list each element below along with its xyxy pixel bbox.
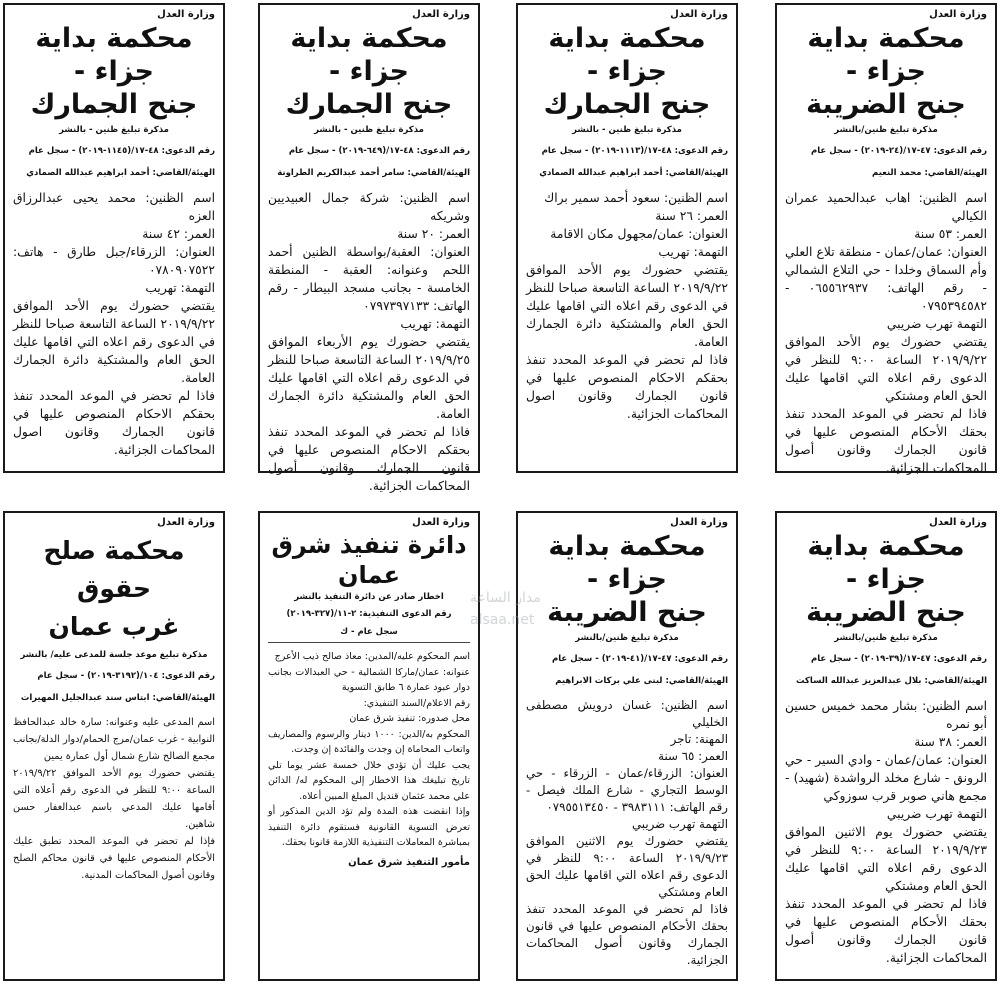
notice-body: اسم الظنين: سعود أحمد سمير براك العمر: ٢٦ سنة العنوان: عمان/مجهول مكان الاقامة التهمة: تهريب يقتضي حضورك يوم الأحد الموافق ٢٠١٩/٩/٢٢ الساعة التاسعة صباحا للنظر في الدعوى رقم اعلاه التي اقامها عليك الحق العام والمشتكية دائرة الجمارك العامة. فاذا لم تحضر في الموعد المحدد تنفذ بحقكم الاحكام المنصوص عليها في قانون الجمارك وقانون اصول المحاكمات الجزائية.	[526, 191, 728, 421]
court-title: محكمة بداية جزاء - جنح الجمارك	[543, 23, 711, 120]
judge: الهيئة/القاضي: سامر أحمد عبدالكريم الطراونة	[277, 168, 470, 178]
notice-subtitle: مذكرة تبليغ ظنين - بالنشر	[314, 125, 424, 135]
case-number: رقم الدعوى: ٤٧-١٧/(٤١-٢٠١٩) - سجل عام	[552, 654, 728, 664]
notice-tax-evasion-3	[516, 511, 738, 981]
case-number: رقم الدعوى: ٤٧-١٧/(٢٤-٢٠١٩) - سجل عام	[811, 146, 987, 156]
notice-subtitle: مذكرة تبليغ ظنين - بالنشر	[59, 125, 169, 135]
notice-execution-east-amman	[258, 511, 480, 981]
notice-body: اسم الظنين: بشار محمد خميس حسين أبو نمره العمر: ٣٨ سنة العنوان: عمان/عمان - وادي السير - حي الرونق - شارع مخلد الرواشدة (شهيد) - مجمع هاني صوبر قرب سوزوكي التهمة تهرب ضريبي يقتضي حضورك يوم الاثنين الموافق ٢٠١٩/٩/٢٣ الساعة ٩:٠٠ للنظر في الدعوى رقم اعلاه التي اقامها عليك الحق العام ومشتكي فاذا لم تحضر في الموعد المحدد تنفذ بحقك الأحكام المنصوص عليها في قانون الجمارك وقانون أصول المحاكمات الجزائية.	[785, 699, 987, 965]
court-title: محكمة صلح حقوق غرب عمان	[43, 536, 185, 641]
court-title: دائرة تنفيذ شرق عمان	[271, 531, 467, 589]
notice-tax-evasion-1	[775, 3, 997, 473]
ministry-label: وزارة العدل	[670, 9, 728, 20]
judge: الهيئة/القاضي: ابتاس سند عبدالجليل المهيرات	[20, 693, 215, 703]
notice-body: اسم الظنين: محمد يحيى عبدالرزاق العزه العمر: ٤٢ سنة العنوان: الزرقاء/جبل طارق - هاتف: ٠٧٨٠٩٠٧٥٢٢ التهمة: تهريب يقتضي حضورك يوم الأحد الموافق ٢٠١٩/٩/٢٢ الساعة التاسعة صباحا للنظر في الدعوى رقم اعلاه التي اقامها عليك الحق العام والمشتكية دائرة الجمارك العامة. فاذا لم تحضر في الموعد المحدد تنفذ بحقكم الاحكام المنصوص عليها في قانون الجمارك وقانون اصول المحاكمات الجزائية.	[13, 191, 215, 457]
case-number: رقم الدعوى: ٤٨-١٧/(٦٤٩-٢٠١٩) - سجل عام	[288, 146, 470, 156]
divider	[268, 642, 470, 643]
notice-subtitle: مذكرة تبليغ ظنين/بالنشر	[575, 633, 679, 643]
notice-subtitle: مذكرة تبليغ ظنين/بالنشر	[834, 125, 938, 135]
judge: الهيئة/القاضي: محمد النعيم	[872, 168, 987, 178]
notice-body: اسم المحكوم عليه/المدين: معاذ صالح ذيب الأعرج عنوانه: عمان/ماركا الشمالية - حي العبدالات بجانب دوار عبود عمارة ٦ طابق التسوية رقم الاعلام/السند التنفيذي: محل صدوره: تنفيذ شرق عمان المحكوم به/الدين: ١٠٠٠ دينار والرسوم والمصاريف واتعاب المحاماة إن وجدت والفائدة إن وجدت. يجب عليك أن تؤدي خلال خمسة عشر يوما تلي تاريخ تبليغك هذا الاخطار إلى المحكوم له/ الدائن علي محمد عثمان قنديل المبلغ المبين أعلاه. وإذا انقضت هذه المدة ولم تؤد الدين المذكور أو تعرض التسوية القانونية فستقوم دائرة التنفيذ بمباشرة المعاملات التنفيذية اللازمة قانونا بحقك.	[268, 651, 470, 848]
ministry-label: وزارة العدل	[157, 517, 215, 528]
ministry-label: وزارة العدل	[412, 517, 470, 528]
court-title: محكمة بداية جزاء - جنح الضريبة	[547, 531, 707, 628]
notice-tax-evasion-2	[775, 511, 997, 981]
ministry-label: وزارة العدل	[929, 517, 987, 528]
notice-body: اسم الظنين: شركة جمال العبيديين وشريكه العمر: ٢٠ سنة العنوان: العقبة/بواسطة الظنين أحمد اللحم وعنوانه: العقبة - المنطقة الخامسة - بجانب مسجد البيطار - رقم الهاتف: ٠٧٩٧٣٩٧١٣٣ التهمة: تهريب يقتضي حضورك يوم الأربعاء الموافق ٢٠١٩/٩/٢٥ الساعة التاسعة صباحا للنظر في الدعوى رقم اعلاه التي اقامها عليك الحق العام والمشتكية دائرة الجمارك العامة. فاذا لم تحضر في الموعد المحدد تنفذ بحقكم الاحكام المنصوص عليها في قانون الجمارك وقانون أصول المحاكمات الجزائية.	[268, 191, 470, 493]
case-number: رقم الدعوى التنفيذية: ٢-١١/(٣٢٧-٢٠١٩)	[286, 609, 452, 619]
notice-subtitle: اخطار صادر عن دائرة التنفيذ بالنشر	[294, 592, 444, 602]
case-number: رقم الدعوى: ٤٨-١٧/(١١٤٥-٢٠١٩) - سجل عام	[28, 146, 215, 156]
court-title: محكمة بداية جزاء - جنح الجمارك	[30, 23, 198, 120]
ministry-label: وزارة العدل	[670, 517, 728, 528]
watermark-url: alsaa.net	[470, 612, 535, 628]
ministry-label: وزارة العدل	[157, 9, 215, 20]
notice-civil-west-amman	[3, 511, 225, 981]
judge: الهيئة/القاضي: أحمد ابراهيم عبدالله الصمادي	[26, 168, 215, 178]
notice-body: اسم الظنين: اهاب عبدالحميد عمران الكيالي العمر: ٥٣ سنة العنوان: عمان/عمان - منطقة تلاع العلي وأم السماق وخلدا - حي التلاع الشمالي - رقم الهاتف: ٠٦٥٥٦٢٩٣٧ - ٠٧٩٥٣٩٤٥٨٢ التهمة تهرب ضريبي يقتضي حضورك يوم الأحد الموافق ٢٠١٩/٩/٢٢ الساعة ٩:٠٠ للنظر في الدعوى رقم اعلاه التي اقامها عليك الحق العام ومشتكي فاذا لم تحضر في الموعد المحدد تنفذ بحقك الأحكام المنصوص عليها في قانون الجمارك وقانون أصول المحاكمات الجزائية.	[785, 191, 987, 475]
notice-subtitle: مذكرة تبليغ ظنين - بالنشر	[572, 125, 682, 135]
ministry-label: وزارة العدل	[929, 9, 987, 20]
ministry-label: وزارة العدل	[412, 9, 470, 20]
notice-customs-2	[258, 3, 480, 493]
notice-body: اسم المدعى عليه وعنوانه: سارة خالد عبدالحافظ النوابية - غرب عمان/مرج الحمام/دوار الدلة/بجانب مجمع الصالح شارع شمال أول عمارة يمين يقتضي حضورك يوم الأحد الموافق ٢٠١٩/٩/٢٢ الساعة ٩:٠٠ للنظر في الدعوى رقم أعلاه التي أقامها عليك المدعي باسم عبدالغفار حسن شاهين. فإذا لم تحضر في الموعد المحدد تطبق عليك الأحكام المنصوص عليها في قانون محاكم الصلح وقانون أصول المحاكمات المدنية.	[13, 717, 215, 881]
court-title: محكمة بداية جزاء - جنح الضريبة	[806, 23, 966, 120]
judge: الهيئة/القاضي: لبنى علي بركات الابراهيم	[555, 676, 728, 686]
case-number: رقم الدعوى: ١٠٤/(٣١٩٢-٢٠١٩) - سجل عام	[37, 671, 215, 681]
notice-subtitle: مذكرة تبليغ ظنين/بالنشر	[834, 633, 938, 643]
watermark-arabic: مدار الساعة	[470, 590, 541, 606]
notice-subtitle: مذكرة تبليغ موعد جلسة للمدعى عليه/ بالنشر	[20, 650, 208, 660]
notice-body: اسم الظنين: غسان درويش مصطفى الخليلي المهنة: تاجر العمر: ٦٥ سنة العنوان: الزرقاء/عمان - الزرقاء - حي الوسط التجاري - شارع الملك فيصل - رقم الهاتف: ٣٩٨٣١١١ - ٠٧٩٥٥١٣٤٥٠ التهمة تهرب ضريبي يقتضي حضورك يوم الاثنين الموافق ٢٠١٩/٩/٢٣ الساعة ٩:٠٠ للنظر في الدعوى رقم اعلاه التي اقامها عليك الحق العام ومشتكي فاذا لم تحضر في الموعد المحدد تنفذ بحقك الأحكام المنصوص عليها في قانون الجمارك وقانون أصول المحاكمات الجزائية.	[526, 698, 728, 967]
case-number: رقم الدعوى: ٤٧-١٧/(٣٩-٢٠١٩) - سجل عام	[811, 654, 987, 664]
registry: سجل عام - ك	[340, 627, 398, 637]
court-title: محكمة بداية جزاء - جنح الجمارك	[285, 23, 453, 120]
notice-customs-3	[3, 3, 225, 473]
case-number: رقم الدعوى: ٤٨-١٧/(١١١٣-٢٠١٩) - سجل عام	[541, 146, 728, 156]
judge: الهيئة/القاضي: بلال عبدالعزيز عبدالله الساكت	[795, 676, 987, 686]
judge: الهيئة/القاضي: أحمد ابراهيم عبدالله الصمادي	[539, 168, 728, 178]
notice-customs-1	[516, 3, 738, 473]
signer: مأمور التنفيذ شرق عمان	[348, 856, 470, 868]
court-title: محكمة بداية جزاء - جنح الضريبة	[806, 531, 966, 628]
